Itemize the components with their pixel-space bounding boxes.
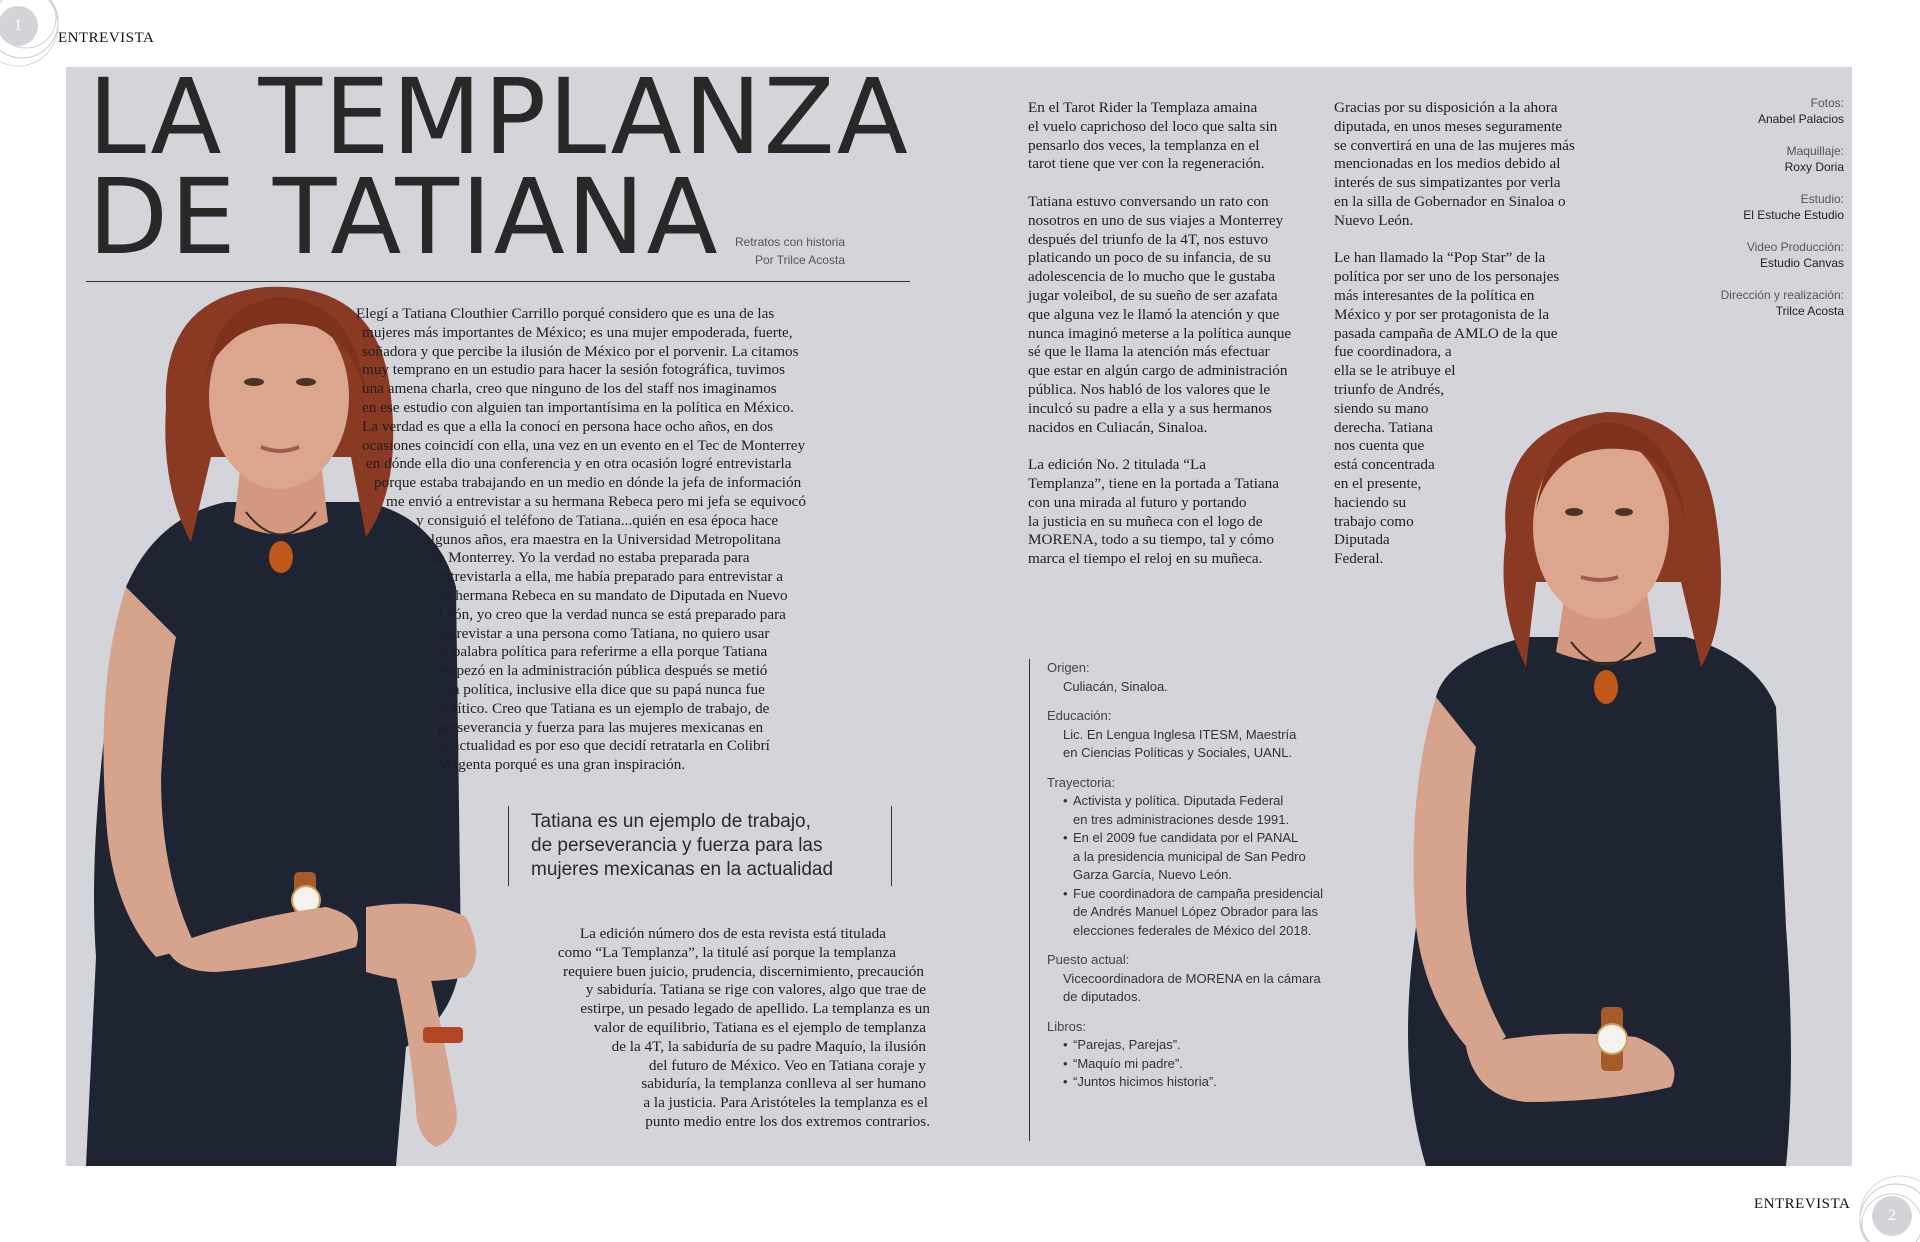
text-line: León, yo creo que la verdad nunca se está preparado para — [438, 605, 786, 623]
text-line: estirpe, un pesado legado de apellido. La templanza es un — [580, 1000, 930, 1018]
templanza-text — [470, 925, 930, 1132]
text-line: más interesantes de la política en — [1334, 286, 1535, 304]
text-line: entrevistarla a ella, me había preparado para entrevistar a — [436, 568, 784, 586]
bio-list-item — [1047, 829, 1329, 848]
text-line: la palabra política para referirme a ella porque Tatiana — [438, 643, 768, 661]
text-line: la actualidad es por eso que decidí retratarla en Colibrí — [438, 737, 770, 755]
article-spread — [66, 67, 1852, 1166]
bio-value: en tres administraciones desde 1991. — [1073, 811, 1290, 827]
bio-list-item — [1047, 1036, 1329, 1055]
credit-photos — [1606, 95, 1844, 127]
text-line: sé que le llama la atención más efectuar — [1028, 343, 1270, 361]
text-line: mencionadas en los medios debido al — [1334, 155, 1561, 173]
text-line: siendo su mano — [1334, 399, 1429, 417]
bullet-icon: • — [1063, 1055, 1068, 1071]
bio-value: Activista y política. Diputada Federal — [1073, 793, 1284, 808]
bullet-icon: • — [1063, 1074, 1068, 1089]
text-line: algunos años, era maestra en la Universidad Metropolitana — [424, 530, 781, 548]
text-line: Magenta porqué es una gran inspiración. — [438, 756, 686, 774]
bio-value: “Maquío mi padre”. — [1073, 1055, 1183, 1071]
text-line: como “La Templanza”, la titulé así porque la templanza — [557, 943, 896, 961]
text-line — [1028, 174, 1328, 193]
text-line: Diputada — [1334, 531, 1390, 549]
bio-value: a la presidencia municipal de San Pedro — [1073, 848, 1306, 864]
bullet-icon: • — [1063, 885, 1068, 901]
intro-text — [356, 305, 956, 775]
bio-value: Lic. En Lengua Inglesa ITESM, Maestría — [1063, 726, 1297, 742]
bio-value: En el 2009 fue candidata por el PANAL — [1073, 830, 1299, 845]
credit-name: Anabel Palacios — [1757, 112, 1844, 126]
text-line: Gracias por su disposición a la ahora — [1334, 99, 1558, 116]
section-label-right: ENTREVISTA — [1754, 1196, 1851, 1212]
text-line: soñadora y que percibe la ilusión de México por el porvenir. La citamos — [362, 342, 799, 360]
text-line: empezó en la administración pública después se metió — [438, 662, 768, 680]
text-line: está concentrada — [1334, 456, 1435, 474]
bio-list-item — [1047, 1073, 1329, 1092]
text-line: haciendo su — [1334, 493, 1407, 511]
text-line: nunca imaginó meterse a la política aunque — [1028, 324, 1292, 342]
credit-direction — [1606, 287, 1844, 319]
text-line: pasada campaña de AMLO de la que — [1334, 324, 1558, 342]
text-line: en ese estudio con alguien tan importantísima en la política en México. — [362, 398, 794, 416]
credit-role: Maquillaje: — [1786, 144, 1844, 158]
text-line: Elegí a Tatiana Clouthier Carrillo porqué considero que es una de las — [356, 305, 775, 322]
text-line: se convertirá en una de las mujeres más — [1334, 136, 1575, 154]
article-title-line-2: DE TATIANA — [88, 156, 720, 278]
text-line: Le han llamado la “Pop Star” de la — [1334, 249, 1546, 267]
text-line: marca el tiempo el reloj en su muñeca. — [1028, 550, 1263, 568]
text-line: Federal. — [1334, 550, 1384, 568]
text-line: Tatiana estuvo conversando un rato con — [1028, 192, 1269, 210]
credit-role: Video Producción: — [1746, 240, 1844, 254]
bio-list-item — [1047, 1055, 1329, 1074]
bio-education — [1047, 707, 1329, 763]
credit-name: El Estuche Estudio — [1743, 208, 1844, 222]
text-line: Nuevo León. — [1334, 211, 1414, 229]
credit-video — [1606, 239, 1844, 271]
text-line: entrevistar a una persona como Tatiana, no quiero usar — [438, 624, 770, 642]
text-line: político. Creo que Tatiana es un ejemplo de trabajo, de — [438, 699, 770, 717]
pull-quote-line: Tatiana es un ejemplo de trabajo, — [531, 811, 811, 832]
text-line: trabajo como — [1334, 512, 1414, 530]
text-line: me envió a entrevistar a su hermana Rebeca pero mi jefa se equivocó — [386, 492, 807, 510]
pull-quote-line: de perseverancia y fuerza para las — [531, 835, 823, 856]
text-line: una amena charla, creo que ninguno de los del staff nos imaginamos — [362, 380, 777, 398]
text-line: ella se le atribuye el — [1334, 362, 1456, 380]
bio-current-position — [1047, 951, 1329, 1007]
bio-heading: Libros: — [1047, 1018, 1087, 1034]
text-line: interés de sus simpatizantes por verla — [1334, 174, 1561, 192]
text-line: pública. Nos habló de los valores que le — [1028, 380, 1271, 398]
text-line — [1334, 231, 1634, 250]
title-divider — [86, 281, 910, 282]
text-line: adolescencia de lo mucho que le gustaba — [1028, 268, 1276, 286]
text-line: en la silla de Gobernador en Sinaloa o — [1334, 192, 1566, 210]
byline — [735, 233, 845, 269]
bio-value: de Andrés Manuel López Obrador para las — [1073, 904, 1318, 919]
text-line: su hermana Rebeca en su mandato de Diputada en Nuevo — [438, 586, 788, 604]
credit-makeup — [1606, 143, 1844, 175]
text-line: ocasiones coincidí con ella, una vez en un evento en el Tec de Monterrey — [362, 436, 806, 454]
pull-quote — [508, 806, 892, 886]
bullet-icon: • — [1063, 830, 1068, 845]
popstar-text — [1334, 99, 1634, 569]
bio-heading: Origen: — [1047, 660, 1090, 675]
bio-list-item — [1047, 885, 1329, 904]
text-line: La verdad es que a ella la conocí en persona hace ocho años, en dos — [362, 417, 774, 435]
bio-value: Fue coordinadora de campaña presidencial — [1073, 885, 1324, 901]
text-line: mujeres más importantes de México; es una mujer empoderada, fuerte, — [362, 323, 793, 341]
text-line: MORENA, todo a su tiempo, tal y cómo — [1028, 531, 1274, 549]
text-line: y consiguió el teléfono de Tatiana...quién en esa época hace — [416, 511, 779, 529]
text-line: después del triunfo de la 4T, nos estuvo — [1028, 230, 1269, 248]
text-line: en el presente, — [1334, 474, 1422, 492]
credit-studio — [1606, 191, 1844, 223]
bio-heading: Puesto actual: — [1047, 952, 1130, 967]
text-line: del futuro de México. Veo en Tatiana coraje y — [648, 1056, 926, 1074]
credit-role: Estudio: — [1800, 192, 1844, 206]
section-label-left: ENTREVISTA — [58, 30, 155, 46]
text-line: perseverancia y fuerza para las mujeres mexicanas en — [438, 718, 764, 736]
bio-value: “Juntos hicimos historia”. — [1073, 1074, 1217, 1089]
text-line: de la 4T, la sabiduría de su padre Maquío, la ilusión — [611, 1037, 926, 1055]
pull-quote-line: mujeres mexicanas en la actualidad — [531, 859, 834, 880]
bio-value: elecciones federales de México del 2018. — [1073, 922, 1312, 938]
text-line: En el Tarot Rider la Templaza amaina — [1028, 99, 1258, 116]
text-line: y sabiduría. Tatiana se rige con valores, algo que trae de — [585, 981, 926, 999]
text-line: inculcó su padre a ella y a sus hermanos — [1028, 399, 1272, 417]
text-line: de Monterrey. Yo la verdad no estaba preparada para — [430, 549, 750, 567]
photo-credits — [1606, 95, 1852, 357]
text-line: punto medio entre los dos extremos contrarios. — [645, 1112, 930, 1130]
bio-value: “Parejas, Parejas”. — [1073, 1037, 1181, 1052]
text-line: Templanza”, tiene en la portada a Tatiana — [1028, 474, 1280, 492]
text-line: jugar voleibol, de su sueño de ser azafata — [1028, 286, 1278, 304]
bio-books — [1047, 1018, 1329, 1092]
text-line — [1028, 437, 1328, 456]
bio-value: Culiacán, Sinaloa. — [1063, 678, 1168, 694]
tarot-text — [1028, 99, 1328, 569]
bio-list-item — [1047, 792, 1329, 811]
text-line: a la política, inclusive ella dice que su papá nunca fue — [438, 680, 765, 698]
text-line: nos cuenta que — [1334, 437, 1425, 455]
text-line: valor de equilibrio, Tatiana es el ejemplo de templanza — [593, 1018, 926, 1036]
bio-value: en Ciencias Políticas y Sociales, UANL. — [1063, 745, 1293, 760]
text-line: platicando un poco de su infancia, de su — [1028, 249, 1271, 267]
bio-value: Vicecoordinadora de MORENA en la cámara — [1063, 970, 1321, 986]
bio-value: de diputados. — [1063, 989, 1142, 1004]
text-line: La edición No. 2 titulada “La — [1028, 456, 1206, 474]
text-line: sabiduría, la templanza conlleva al ser humano — [641, 1075, 926, 1093]
byline-author: Por Trilce Acosta — [754, 253, 845, 267]
text-line: que estar en algún cargo de administración — [1028, 362, 1288, 380]
text-line: La edición número dos de esta revista está titulada — [579, 925, 886, 942]
text-line: fue coordinadora, a — [1334, 343, 1452, 361]
page-number-left: 1 — [0, 6, 38, 46]
text-line: tarot tiene que ver con la regeneración. — [1028, 155, 1265, 173]
article-title-line-1: LA TEMPLANZA — [88, 67, 910, 178]
credit-name: Estudio Canvas — [1759, 256, 1844, 270]
bio-origin — [1047, 659, 1329, 696]
credit-role: Dirección y realización: — [1720, 288, 1844, 302]
bio-value: Garza García, Nuevo León. — [1073, 867, 1232, 882]
credit-name: Roxy Doria — [1784, 160, 1844, 174]
text-line: porque estaba trabajando en un medio en dónde la jefa de información — [374, 474, 802, 492]
credit-role: Fotos: — [1810, 96, 1844, 110]
text-line: muy temprano en un estudio para hacer la sesión fotográfica, tuvimos — [362, 361, 786, 379]
text-line: requiere buen juicio, prudencia, discernimiento, precaución — [563, 962, 924, 980]
text-line: que alguna vez le llamó la atención y que — [1028, 305, 1280, 323]
text-line: triunfo de Andrés, — [1334, 380, 1445, 398]
byline-series: Retratos con historia — [734, 235, 845, 249]
bio-career — [1047, 774, 1329, 941]
text-line: derecha. Tatiana — [1334, 418, 1433, 436]
bullet-icon: • — [1063, 1037, 1068, 1052]
bio-sidebar — [1029, 659, 1329, 1141]
text-line: en dónde ella dio una conferencia y en otra ocasión logré entrevistarla — [366, 455, 792, 473]
text-line: la justicia en su muñeca con el logo de — [1028, 512, 1263, 530]
text-line: nosotros en uno de sus viajes a Monterrey — [1028, 211, 1284, 229]
text-line: a la justicia. Para Aristóteles la templanza es el — [643, 1094, 928, 1112]
text-line: diputada, en unos meses seguramente — [1334, 117, 1563, 135]
text-line: pensarlo dos veces, la templanza en el — [1028, 136, 1260, 154]
text-line: nacidos en Culiacán, Sinaloa. — [1028, 418, 1208, 436]
credit-name: Trilce Acosta — [1775, 304, 1844, 318]
bullet-icon: • — [1063, 793, 1068, 808]
bio-heading: Trayectoria: — [1047, 774, 1116, 790]
bio-heading: Educación: — [1047, 708, 1112, 723]
text-line: con una mirada al futuro y portando — [1028, 493, 1247, 511]
text-line: el vuelo caprichoso del loco que salta sin — [1028, 117, 1278, 135]
text-line: México y por ser protagonista de la — [1334, 305, 1550, 323]
page-number-right: 2 — [1872, 1196, 1912, 1236]
text-line: política por ser uno de los personajes — [1334, 268, 1560, 286]
